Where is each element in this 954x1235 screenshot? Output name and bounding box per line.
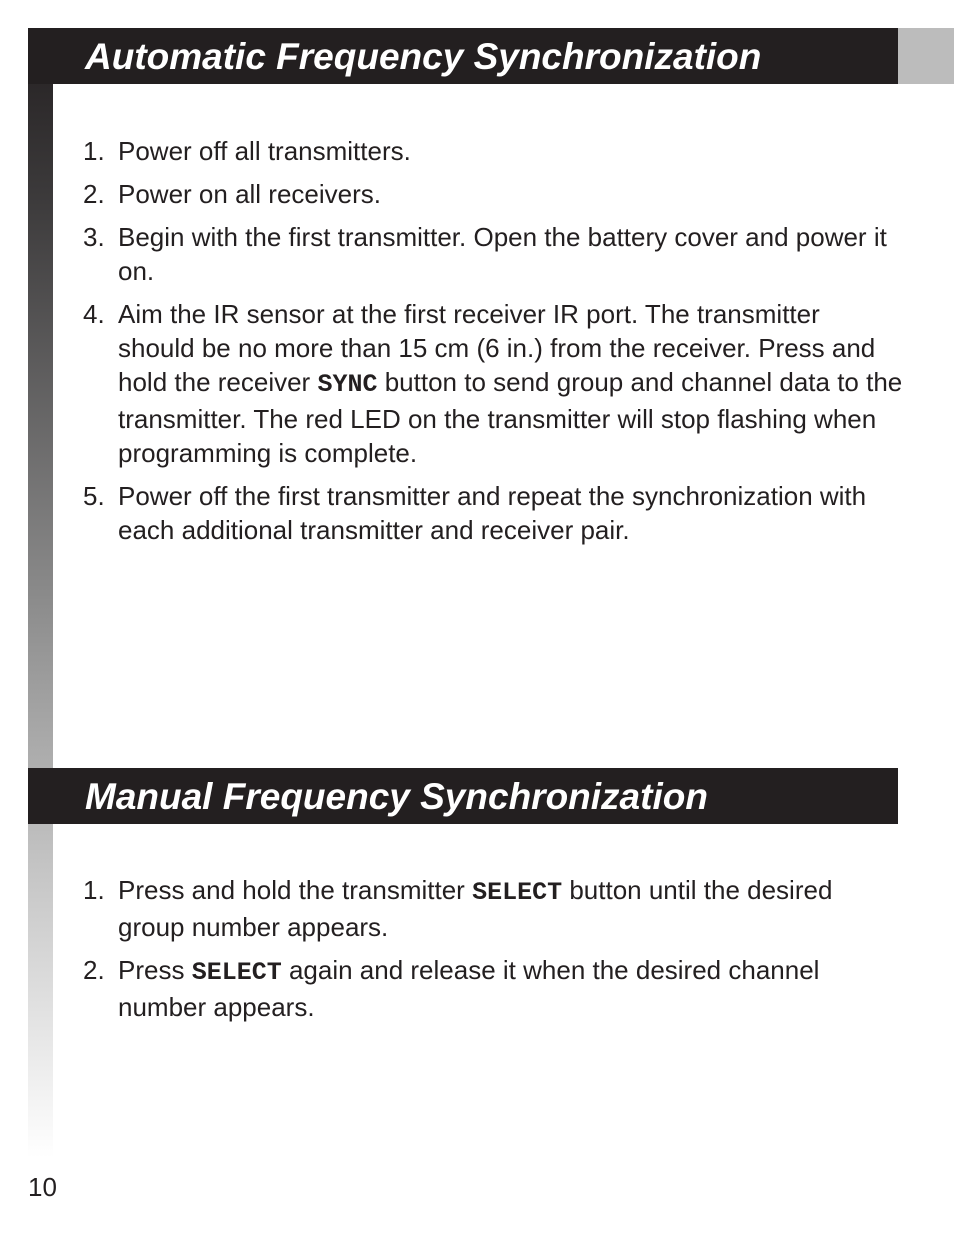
- step-text: Press: [118, 955, 185, 985]
- step-text: button to send group and channel data to the transmitter. The red LED on the transmitter will stop flashing when programming is complete.: [118, 367, 903, 468]
- section-header-manual: [28, 768, 898, 824]
- step-text: Aim the IR sensor at the first receiver IR port. The transmitter should be no more than 15 cm (6 in.) from the receiver. Press and hold the receiver: [118, 299, 876, 397]
- side-gradient-bar: [28, 28, 53, 1158]
- step-number: 2.: [83, 179, 105, 209]
- manual-steps-list: [83, 873, 903, 1033]
- sync-keyword: SYNC: [317, 370, 378, 399]
- list-item: [83, 953, 903, 1024]
- step-text: Power off the first transmitter and repeat the synchronization with each additional transmitter and receiver pair.: [118, 481, 867, 545]
- step-number: 5.: [83, 481, 105, 511]
- step-number: 1.: [83, 136, 105, 166]
- step-text: button until the desired group number appears.: [118, 875, 833, 942]
- list-item: [83, 177, 903, 211]
- list-item: [83, 134, 903, 168]
- select-keyword: SELECT: [191, 958, 282, 987]
- step-text: again and release it when the desired channel number appears.: [118, 955, 820, 1022]
- list-item: [83, 220, 903, 288]
- list-item: [83, 479, 903, 547]
- step-number: 3.: [83, 222, 105, 252]
- section-title-manual: Manual Frequency Synchronization: [85, 776, 708, 817]
- step-text: Power on all receivers.: [118, 179, 381, 209]
- automatic-steps-list: [83, 134, 903, 556]
- step-text: Begin with the first transmitter. Open the battery cover and power it on.: [118, 222, 887, 286]
- corner-tab: [898, 28, 954, 84]
- page-number: 10: [28, 1172, 57, 1202]
- list-item: [83, 873, 903, 944]
- step-text: Power off all transmitters.: [118, 136, 411, 166]
- select-keyword: SELECT: [472, 878, 563, 907]
- list-item: [83, 297, 903, 470]
- step-number: 2.: [83, 955, 105, 985]
- step-number: 1.: [83, 875, 105, 905]
- step-number: 4.: [83, 299, 105, 329]
- section-title-automatic: Automatic Frequency Synchronization: [85, 36, 762, 77]
- section-header-automatic: [28, 28, 898, 84]
- step-text: Press and hold the transmitter: [118, 875, 465, 905]
